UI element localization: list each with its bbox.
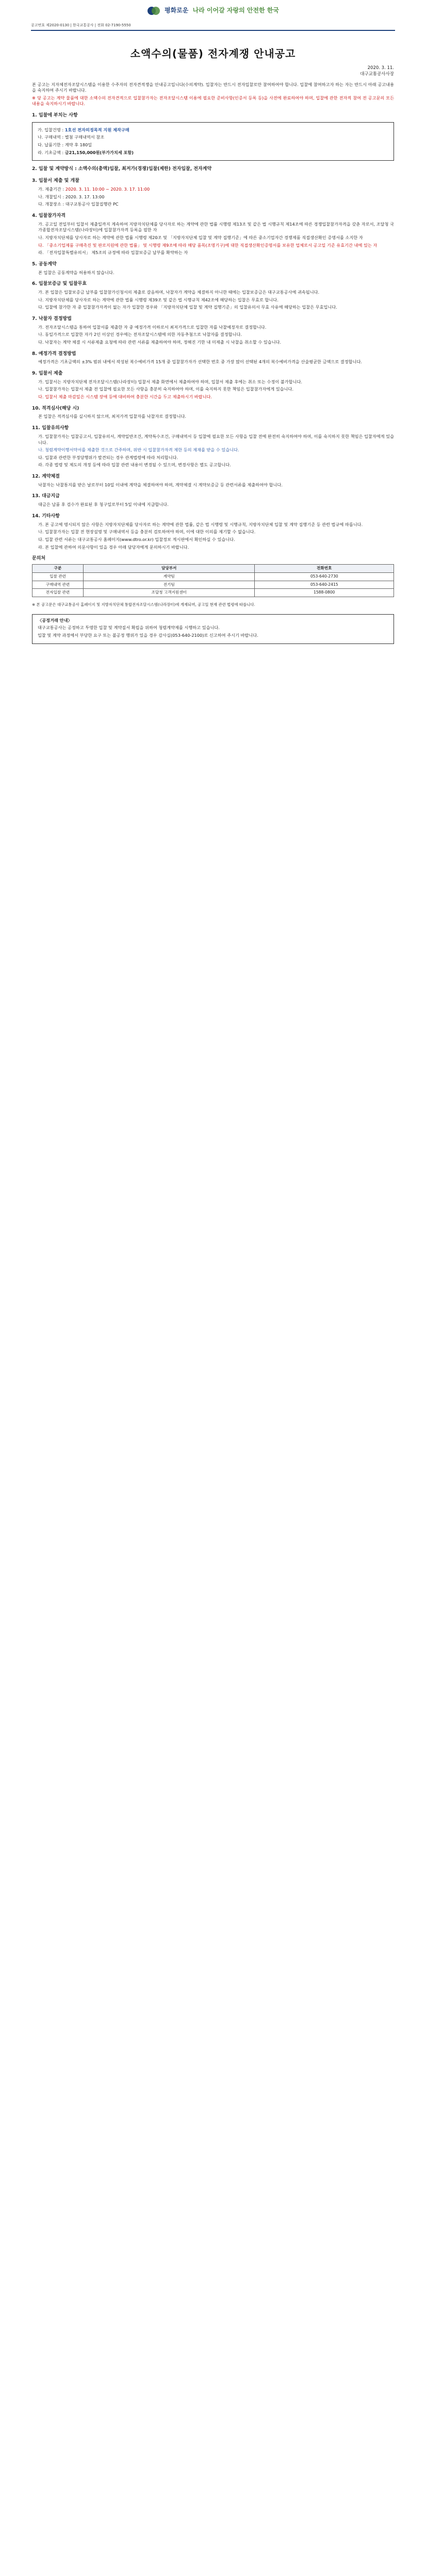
section-13-heading: 13. 대금지급 [32,494,60,499]
section-7 [32,316,394,346]
list-item: 다. 낙찰자는 계약 체결 시 서류제출 요청에 따라 관련 서류를 제출하여야 하며, 정해진 기한 내 미제출 시 낙찰을 취소할 수 있습니다. [38,339,282,345]
summary-row: 다. 납품기한 : 계약 후 180일 [38,142,92,148]
contacts-table [32,564,394,597]
list-item: 나. 입찰참가자는 입찰 전 현장설명 및 구매내역서 등을 충분히 검토하여야 하며, 이에 대한 이의를 제기할 수 없습니다. [38,529,256,535]
table-cell: 1588-0800 [255,589,394,597]
table-cell: 053-640-2730 [255,572,394,581]
list-item: 가. 공고일 전일부터 입찰서 제출일까지 계속하여 지방자치단체를 당사자로 하는 계약에 관한 법률 시행령 제13조 및 같은 법 시행규칙 제14조에 따른 경쟁입찰참가자격을 갖춘 자로서, 조달청 국가종합전자조달시스템(나라장터)에 입찰참가자격 등록을 필한 자 [38,221,394,233]
table-row [32,572,394,581]
list-item: 다. 입찰서 제출 마감일은 시스템 장애 등에 대비하여 충분한 시간을 두고 제출하시기 바랍니다. [38,394,212,400]
header-meta: 공고번호 제2020-0130 | 한국교통공사 | 전화 02-7190-5550 [31,23,131,28]
section-1 [32,112,394,161]
row-value: 대구교통공사 입찰집행관 PC [65,201,119,207]
row-label: 다. 납품기한 [38,142,61,148]
row-label: 가. 입찰건명 [38,127,61,132]
section-10 [32,405,394,420]
section-14 [32,513,394,550]
row-value: 2020. 3. 17. 13:00 [65,194,105,199]
section-13-text: 대금은 납품 후 검수가 완료된 후 청구일로부터 5일 이내에 지급합니다. [38,502,169,507]
intro-notice: ※ 당 공고는 계약 물품에 대한 소액수의 전자견적으로 입찰참가자는 전자조달시스템 이용에 필요한 준비사항(인증서 등록 등)을 사전에 완료하여야 하며, 입찰에 관한 전자적 참여 전 공고문의 모든 내용을 숙지하시기 바랍니다. [32,95,394,107]
section-9 [32,370,394,400]
list-item: 라. 본 입찰에 관하여 의문사항이 있을 경우 아래 담당자에게 문의하시기 바랍니다. [38,544,189,550]
row-label: 나. 구매내역 [38,134,61,140]
slogan-part-a: 평화로운 [165,7,189,14]
contacts-heading: 문의처 [32,556,46,562]
list-item: 나. 지방자치단체를 당사자로 하는 계약에 관한 법률 시행령 제39조 및 같은 법 시행규칙 제42조에 해당하는 입찰은 무효로 합니다. [38,297,278,302]
document-date: 2020. 3. 11. [367,65,394,71]
table-cell: 구매내역 관련 [32,581,84,589]
section-6 [32,281,394,311]
fair-trade-line: 대구교통공사는 공정하고 투명한 입찰 및 계약질서 확립을 위하여 청렴계약제를 시행하고 있습니다. [38,625,220,631]
row-label: 라. 기초금액 [38,149,61,155]
list-item: 나. 동일가격으로 입찰한 자가 2인 이상인 경우에는 전자조달시스템에 의한 자동추첨으로 낙찰자를 결정합니다. [38,332,242,337]
section-12-text: 낙찰자는 낙찰통지를 받은 날로부터 10일 이내에 계약을 체결하여야 하며, 계약체결 시 계약보증금 등 관련서류를 제출하여야 합니다. [38,482,283,487]
section-13 [32,493,394,507]
table-cell: 전자입찰 관련 [32,589,84,597]
list-item: 가. 입찰참가자는 입찰공고서, 입찰유의서, 계약일반조건, 계약특수조건, 구매내역서 등 입찰에 필요한 모든 사항을 입찰 전에 완전히 숙지하여야 하며, 이를 숙지하지 못한 책임은 입찰자에게 있습니다. [38,433,394,445]
row-label: 가. 제출기간 [38,186,61,192]
list-item: 다. 입찰과 관련한 부정당행위가 발견되는 경우 관계법령에 따라 처리합니다. [38,454,178,460]
document-title: 소액수의(물품) 전자계쟁 안내공고 [130,47,296,60]
letterhead [31,0,395,31]
section-1-heading: 1. 입찰에 부치는 사항 [32,113,78,118]
list-item: 다. 입찰 관련 서류는 대구교통공사 홈페이지(www.dtro.or.kr) 입찰정보 게시판에서 확인하실 수 있습니다. [38,536,235,542]
row-value: 1호선 전자의정목적 지원 제작구매 [64,127,129,132]
section-5-text: 본 입찰은 공동계약을 허용하지 않습니다. [38,269,114,275]
list-item: 가. 본 공고에 명시되지 않은 사항은 지방자치단체를 당사자로 하는 계약에 관한 법률, 같은 법 시행령 및 시행규칙, 지방자치단체 입찰 및 계약 집행기준 등 관련 법규에 따릅니다. [38,521,363,527]
row-value: 계약 후 180일 [64,142,92,148]
schedule-row: 가. 제출기간 : 2020. 3. 11. 10:00 ~ 2020. 3. 17. 11:00 [38,186,150,192]
section-4 [32,213,394,256]
row-value: 금21,150,000원(부가가치세 포함) [64,149,134,155]
section-12 [32,473,394,488]
list-item: 나. 청렴계약이행서약서를 제출한 것으로 간주하며, 위반 시 입찰참가자격 제한 등의 제재를 받을 수 있습니다. [38,447,239,453]
row-label: 다. 개찰장소 [38,201,61,207]
list-item: 가. 전자조달시스템을 통하여 입찰서를 제출한 자 중 예정가격 이하로서 최저가격으로 입찰한 자를 낙찰예정자로 결정합니다. [38,324,267,330]
section-8-heading: 8. 예정가격 결정방법 [32,351,76,357]
section-5 [32,261,394,276]
section-5-heading: 5. 공동계약 [32,261,57,267]
table-cell: 전기팀 [84,581,255,589]
document-body [0,82,426,644]
section-8 [32,351,394,365]
list-item: 나. 입찰참가자는 입찰서 제출 전 입찰에 필요한 모든 사항을 충분히 숙지하여야 하며, 이를 숙지하지 못한 책임은 입찰참가자에게 있습니다. [38,386,293,392]
column-header: 담당부서 [84,564,255,572]
section-2-heading: 2. 입찰 및 계약방식 : 소액수의(총액)입찰, 최저가(경쟁)입찰(제한) 전자입찰, 전자계약 [32,166,212,172]
fair-trade-title: 〈공정거래 안내〉 [38,617,72,623]
fair-trade-box [32,614,394,644]
table-row [32,589,394,597]
list-item: 다. 「중소기업제품 구매촉진 및 판로지원에 관한 법률」 및 시행령 제9조에 따라 해당 품목(조명기구)에 대한 직접생산확인증명서를 보유한 업체로서 공고일 기준 유효기간 내에 있는 자 [38,242,378,248]
section-8-text: 예정가격은 기초금액의 ±3% 범위 내에서 작성된 복수예비가격 15개 중 입찰참가자가 선택한 번호 중 가장 많이 선택된 4개의 복수예비가격을 산술평균한 금액으로 결정합니다. [38,359,362,365]
contacts-section [32,555,394,597]
footnote: ※ 본 공고문은 대구교통공사 홈페이지 및 지방자치단체 통합전자조달시스템(나라장터)에 게재되며, 공고일 현재 관련 법령에 따릅니다. [32,602,255,607]
table-header-row [32,564,394,572]
section-11-heading: 11. 입찰유의사항 [32,426,69,431]
section-4-heading: 4. 입찰참가자격 [32,213,65,218]
list-item: 라. 「전자입찰특별유의서」 제5조의 규정에 따라 입찰보증금 납부를 확약하는 자 [38,250,188,256]
emblem-icon [147,5,160,16]
slogan-part-b: 나라 이어갈 자랑의 안전한 한국 [192,7,279,14]
list-item: 다. 입찰에 참가한 자 중 입찰참가자격이 없는 자가 입찰한 경우와 「지방자치단체 입찰 및 계약 집행기준」의 입찰유의서 무효 사유에 해당하는 입찰은 무효입니다. [38,304,337,310]
intro-paragraph: 본 공고는 지자체전자조달시스템을 이용한 수주자의 전자견적쟁을 안내공고입니다(수의계약). 입찰자는 반드시 전자입찰로만 참여하여야 합니다. 입찰에 참여하고자 하는 자는 반드시 아래 공고내용을 숙지하여 주시기 바랍니다. [32,81,394,93]
schedule-row: 다. 개찰장소 : 대구교통공사 입찰집행관 PC [38,201,119,207]
section-3 [32,178,394,208]
list-item: 나. 지방자치단체를 당사자로 하는 계약에 관한 법률 시행령 제20조 및 「지방자치단체 입찰 및 계약 집행기준」에 따른 중소기업자간 경쟁제품 직접생산확인 증명서를 소지한 자 [38,234,363,240]
table-cell: 계약팀 [84,572,255,581]
fair-trade-line: 입찰 및 계약 과정에서 부당한 요구 또는 불공정 행위가 있을 경우 감사실(053-640-2100)로 신고하여 주시기 바랍니다. [38,632,258,638]
issuing-org: 대구교통공사사장 [360,72,394,77]
section-9-heading: 9. 입찰서 제출 [32,371,63,377]
summary-row: 라. 기초금액 : 금21,150,000원(부가가치세 포함) [38,149,134,155]
row-value: 2020. 3. 11. 10:00 ~ 2020. 3. 17. 11:00 [65,186,150,192]
summary-row: 가. 입찰건명 : 1호선 전자의정목적 지원 제작구매 [38,127,129,132]
section-6-heading: 6. 입찰보증금 및 입찰무효 [32,281,87,287]
summary-row: 나. 구매내역 : 별첨 구매내역서 참조 [38,134,105,140]
section-11 [32,425,394,468]
list-item: 가. 입찰서는 지방자치단체 전자조달시스템(나라장터) 입찰서 제출 화면에서 제출하여야 하며, 입찰서 제출 후에는 취소 또는 수정이 불가합니다. [38,379,302,384]
table-cell: 입찰 관련 [32,572,84,581]
section-10-text: 본 입찰은 적격심사를 실시하지 않으며, 최저가격 입찰자를 낙찰자로 결정합니다. [38,414,187,419]
list-item: 가. 본 입찰은 입찰보증금 납부를 입찰참가신청서의 제출로 갈음하며, 낙찰자가 계약을 체결하지 아니한 때에는 입찰보증금은 대구교통공사에 귀속됩니다. [38,290,320,295]
row-label: 나. 개찰일시 [38,194,61,199]
row-value: 별첨 구매내역서 참조 [64,134,105,140]
table-row [32,581,394,589]
table-cell: 조달청 고객지원센터 [84,589,255,597]
slogan [165,6,279,15]
logo [147,5,279,16]
section-2 [32,166,394,173]
bid-summary-box [32,122,394,161]
section-7-heading: 7. 낙찰자 결정방법 [32,316,72,321]
section-10-heading: 10. 적격심사(해당 시) [32,405,79,411]
section-3-heading: 3. 입찰서 제출 및 개찰 [32,178,79,184]
schedule-row: 나. 개찰일시 : 2020. 3. 17. 13:00 [38,194,105,199]
section-12-heading: 12. 계약체결 [32,474,60,480]
list-item: 라. 각종 법령 및 제도의 개정 등에 따라 입찰 관련 내용이 변경될 수 있으며, 변경사항은 별도 공고합니다. [38,462,231,468]
section-14-heading: 14. 기타사항 [32,513,60,519]
table-cell: 053-640-2415 [255,581,394,589]
column-header: 전화번호 [255,564,394,572]
column-header: 구분 [32,564,84,572]
